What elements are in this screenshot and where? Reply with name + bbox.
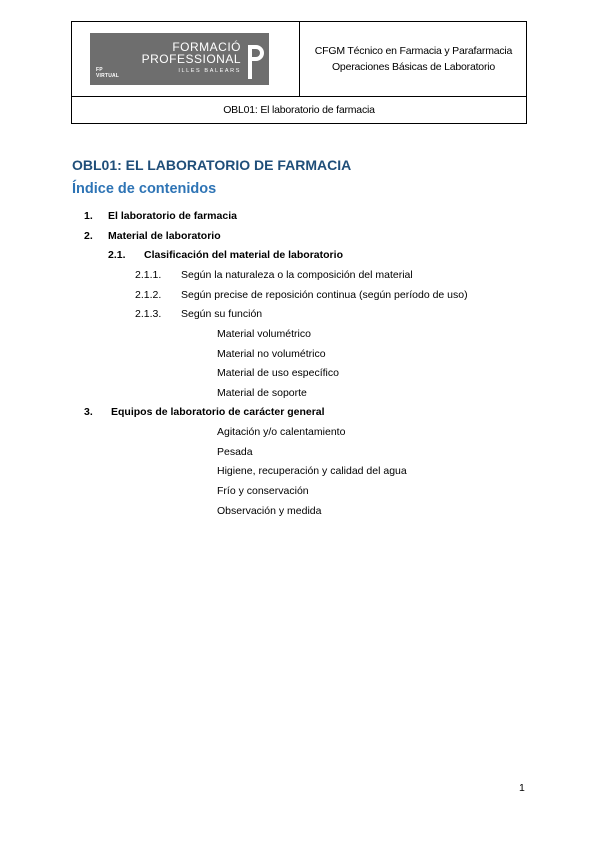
toc-subitem: Material de uso específico <box>217 367 339 379</box>
toc-num-2-1: 2.1. <box>108 249 126 261</box>
page-number: 1 <box>519 782 525 794</box>
subject-name: Operaciones Básicas de Laboratorio <box>331 61 496 73</box>
toc-subitem: Higiene, recuperación y calidad del agua <box>217 465 407 477</box>
logo-virtual-text: VIRTUAL <box>96 73 120 79</box>
toc-num-2-1-3: 2.1.3. <box>135 308 162 320</box>
toc-subitem: Agitación y/o calentamiento <box>217 426 346 438</box>
toc-item-3: Equipos de laboratorio de carácter general <box>111 406 325 418</box>
fp-logo-mark-icon <box>247 45 265 79</box>
toc-item-2-1-1: Según la naturaleza o la composición del material <box>181 269 413 281</box>
toc-item-2-1: Clasificación del material de laboratorio <box>144 249 343 261</box>
module-title: OBL01: El laboratorio de farmacia <box>223 104 375 116</box>
toc-heading: Índice de contenidos <box>72 181 217 197</box>
toc-subitem: Pesada <box>217 446 253 458</box>
toc-item-2: Material de laboratorio <box>108 230 221 242</box>
logo-fp-text: FP <box>96 67 103 73</box>
toc-item-2-1-2: Según precise de reposición continua (según período de uso) <box>181 289 468 301</box>
toc-subitem: Frío y conservación <box>217 485 309 497</box>
toc-item-1: El laboratorio de farmacia <box>108 210 237 222</box>
toc-subitem: Material volumétrico <box>217 328 311 340</box>
toc-subitem: Material de soporte <box>217 387 307 399</box>
fp-logo <box>90 33 269 85</box>
header-top-row <box>72 22 526 97</box>
document-header <box>71 21 527 124</box>
page-title: OBL01: EL LABORATORIO DE FARMACIA <box>72 157 352 173</box>
toc-num-3: 3. <box>84 406 93 418</box>
logo-line3: ILLES BALEARS <box>178 68 241 74</box>
toc-num-1: 1. <box>84 210 93 222</box>
logo-line2: PROFESSIONAL <box>141 52 241 66</box>
logo-fp-virtual <box>96 67 119 79</box>
toc-subitem: Material no volumétrico <box>217 348 326 360</box>
toc-num-2: 2. <box>84 230 93 242</box>
logo-line1: FORMACIÓ <box>172 40 241 54</box>
course-name: CFGM Técnico en Farmacia y Parafarmacia <box>314 45 513 57</box>
course-info <box>300 22 527 96</box>
toc-num-2-1-1: 2.1.1. <box>135 269 162 281</box>
toc-subitem: Observación y medida <box>217 505 322 517</box>
toc-num-2-1-2: 2.1.2. <box>135 289 162 301</box>
toc-item-2-1-3: Según su función <box>181 308 263 320</box>
